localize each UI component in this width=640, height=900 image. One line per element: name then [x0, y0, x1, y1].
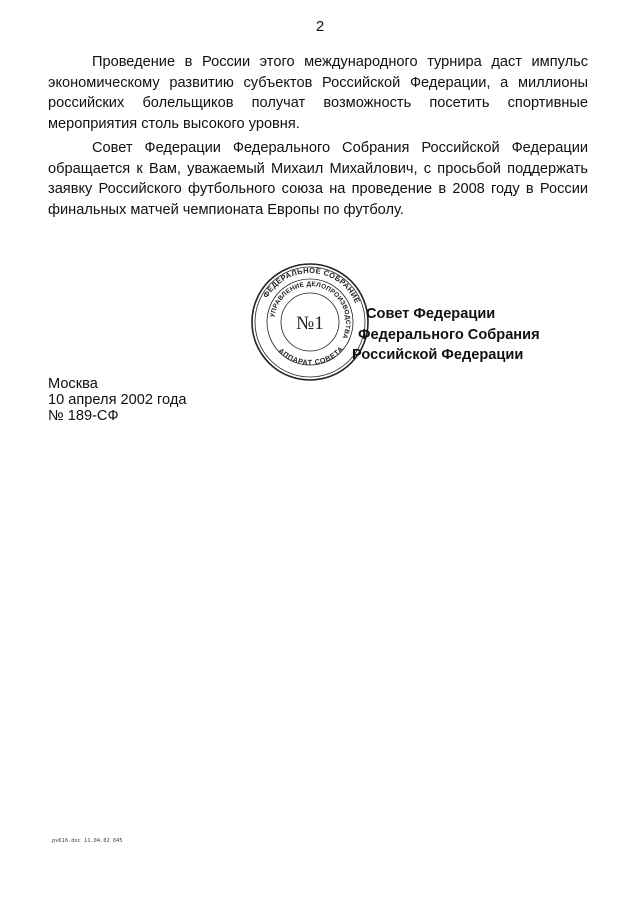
letter-body — [48, 52, 588, 224]
signatory-line-1: Совет Федерации — [366, 306, 496, 322]
signatory-line-2: Федерального Собрания — [358, 326, 540, 343]
signatory-organization — [344, 304, 540, 366]
page-number: 2 — [315, 18, 325, 35]
document-number: № 189-СФ — [48, 408, 119, 424]
paragraph-federation-request: Совет Федерации Федерального Собрания Российской Федерации обращается к Вам, уважаемый Михаил Михайлович, с просьбой поддержать заявку Российского футбольного союза на проведение в 2008 году в России финальных матчей чемпионата Европы по футболу. — [48, 140, 588, 218]
place: Москва — [48, 376, 98, 392]
footer-file-mark: pv616.doc 11.04.02 045 — [52, 838, 123, 844]
paragraph-tournament-impulse: Проведение в России этого международного турнира даст импульс экономическому развитию субъектов Российской Федерации, а миллионы российских болельщиков получат возможность посетить спортивные мероприятия столь высокого уровня. — [48, 54, 588, 132]
place-date-block — [48, 376, 186, 424]
signature-block — [250, 262, 590, 382]
date: 10 апреля 2002 года — [48, 392, 187, 408]
seal-number: №1 — [296, 313, 324, 334]
svg-text:УПРАВЛЕНИЕ ДЕЛОПРОИЗВОДСТВА: УПРАВЛЕНИЕ ДЕЛОПРОИЗВОДСТВА — [269, 280, 352, 340]
signatory-line-3: Российской Федерации — [352, 347, 524, 363]
svg-text:ФЕДЕРАЛЬНОЕ СОБРАНИЕ: ФЕДЕРАЛЬНОЕ СОБРАНИЕ — [261, 265, 363, 305]
svg-text:АППАРАТ СОВЕТА: АППАРАТ СОВЕТА — [276, 344, 346, 367]
